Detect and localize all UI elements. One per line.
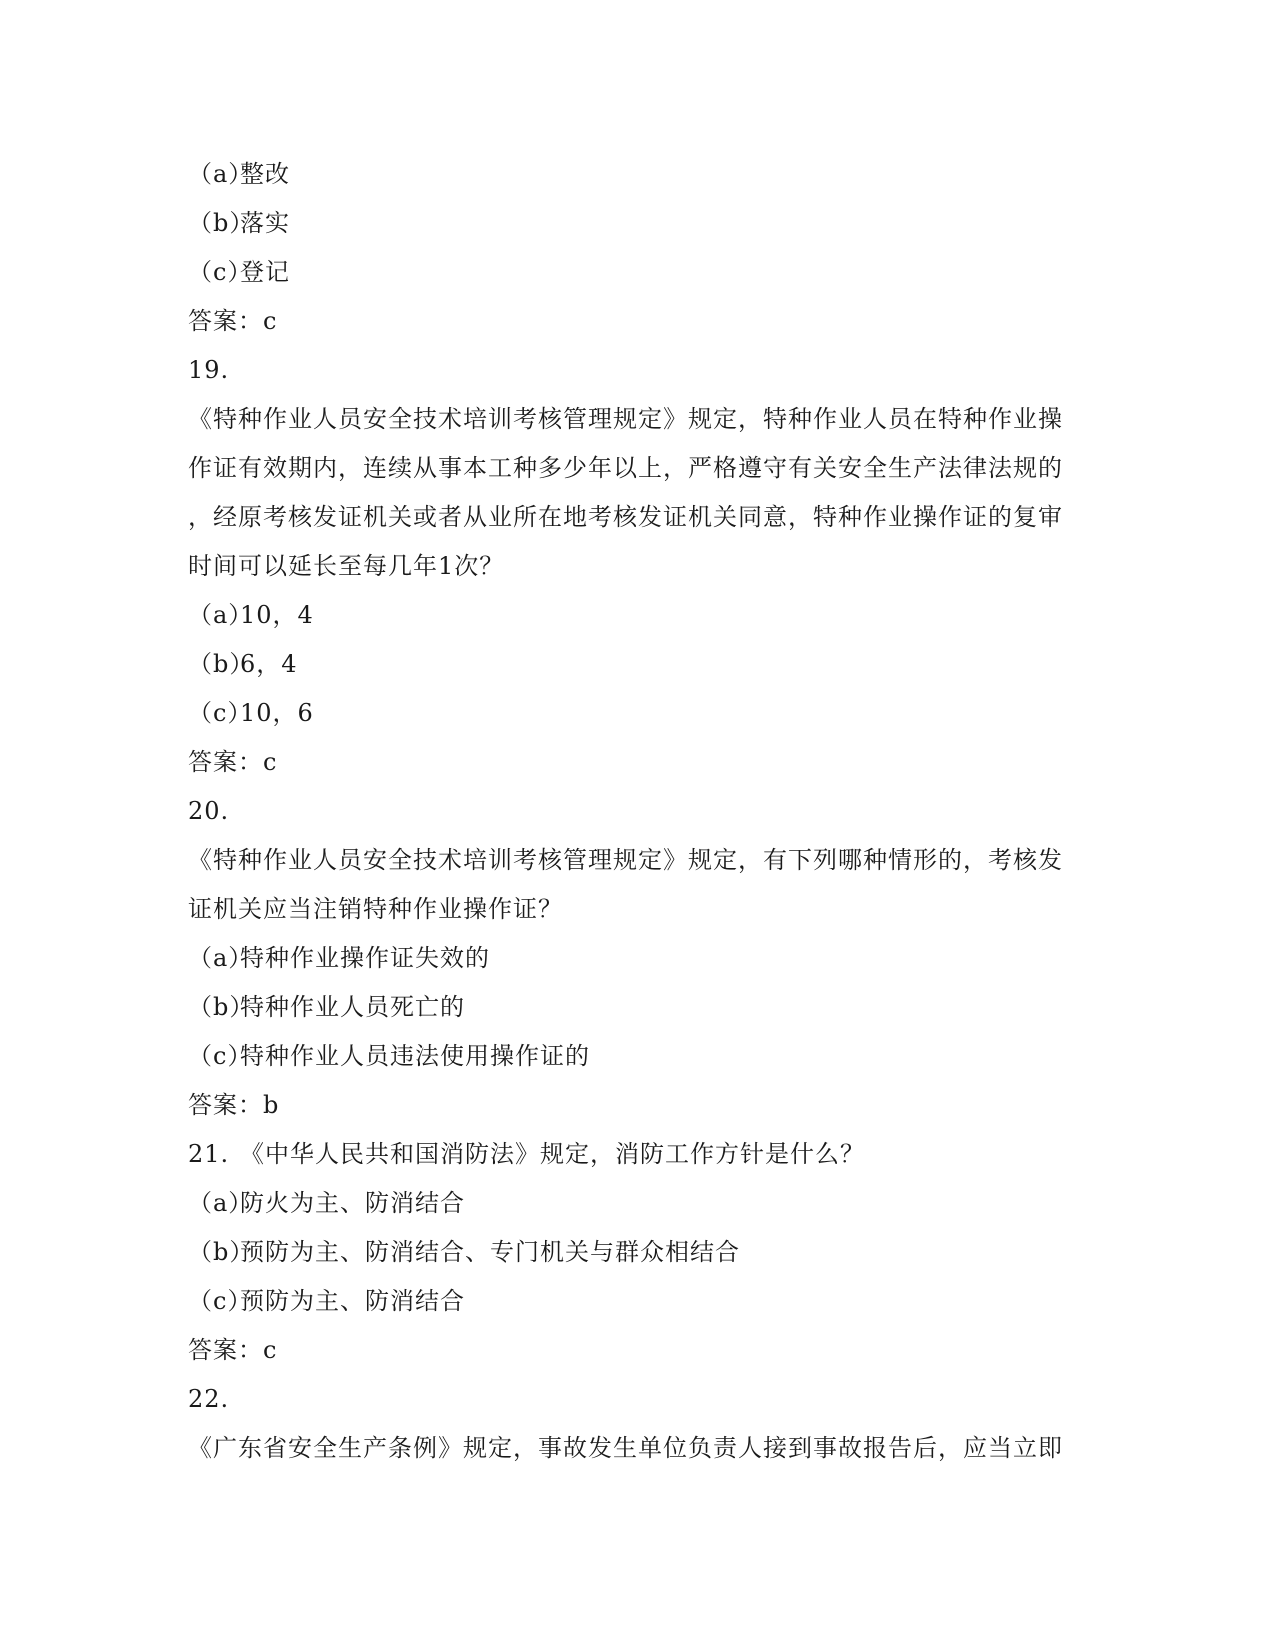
answer-option <box>188 248 1068 297</box>
option-text: 登记 <box>240 258 290 286</box>
question-text-line: 《广东省安全生产条例》规定，事故发生单位负责人接到事故报告后，应当立即 <box>188 1434 1063 1462</box>
question-text-line: 《特种作业人员安全技术培训考核管理规定》规定，有下列哪种情形的，考核发 <box>188 846 1063 874</box>
answer-line: 答案：b <box>188 1091 280 1119</box>
question-text-line: 时间可以延长至每几年1次？ <box>188 552 505 580</box>
question-number: 20. <box>188 797 230 825</box>
option-key: （b） <box>188 209 255 237</box>
question-text-line: ，经原考核发证机关或者从业所在地考核发证机关同意，特种作业操作证的复审 <box>188 503 1063 531</box>
option-key: （c） <box>188 699 253 727</box>
option-key: （a） <box>188 1189 254 1217</box>
option-key: （a） <box>188 944 254 972</box>
option-key: （c） <box>188 258 253 286</box>
question-text-line: 证机关应当注销特种作业操作证？ <box>188 895 563 923</box>
question-number: 22. <box>188 1385 230 1413</box>
answer-option <box>188 640 1068 689</box>
question-inline <box>188 1130 1068 1179</box>
question-text-line: 《特种作业人员安全技术培训考核管理规定》规定，特种作业人员在特种作业操 <box>188 405 1063 433</box>
question-text: 《中华人民共和国消防法》规定，消防工作方针是什么？ <box>240 1140 865 1168</box>
question-number: 19. <box>188 356 230 384</box>
answer-option <box>188 199 1068 248</box>
answer-option <box>188 150 1068 199</box>
question-text <box>188 1424 1068 1473</box>
answer-option <box>188 934 1068 983</box>
answer-option <box>188 1032 1068 1081</box>
option-key: （b） <box>188 650 255 678</box>
answer-line: 答案：c <box>188 307 278 335</box>
question-number: 21. <box>188 1140 230 1168</box>
answer-option <box>188 1277 1068 1326</box>
question-list <box>188 150 1068 1473</box>
option-text: 10，6 <box>240 699 314 727</box>
option-text: 特种作业操作证失效的 <box>240 944 490 972</box>
option-key: （a） <box>188 160 254 188</box>
option-text: 落实 <box>240 209 290 237</box>
option-text: 防火为主、防消结合 <box>240 1189 465 1217</box>
answer-option <box>188 983 1068 1032</box>
option-text: 6，4 <box>240 650 298 678</box>
option-text: 特种作业人员违法使用操作证的 <box>240 1042 590 1070</box>
answer-option <box>188 591 1068 640</box>
document-page <box>188 150 1068 1473</box>
option-key: （a） <box>188 601 254 629</box>
option-text: 10，4 <box>240 601 314 629</box>
option-key: （c） <box>188 1287 253 1315</box>
question-text <box>188 836 1068 934</box>
question-text <box>188 395 1068 591</box>
answer-option <box>188 1179 1068 1228</box>
answer-line: 答案：c <box>188 748 278 776</box>
answer-option <box>188 1228 1068 1277</box>
option-key: （c） <box>188 1042 253 1070</box>
option-text: 预防为主、防消结合、专门机关与群众相结合 <box>240 1238 740 1266</box>
option-key: （b） <box>188 993 255 1021</box>
option-text: 预防为主、防消结合 <box>240 1287 465 1315</box>
option-text: 整改 <box>240 160 290 188</box>
option-key: （b） <box>188 1238 255 1266</box>
answer-line: 答案：c <box>188 1336 278 1364</box>
answer-option <box>188 689 1068 738</box>
question-text-line: 作证有效期内，连续从事本工种多少年以上，严格遵守有关安全生产法律法规的 <box>188 454 1063 482</box>
option-text: 特种作业人员死亡的 <box>240 993 465 1021</box>
